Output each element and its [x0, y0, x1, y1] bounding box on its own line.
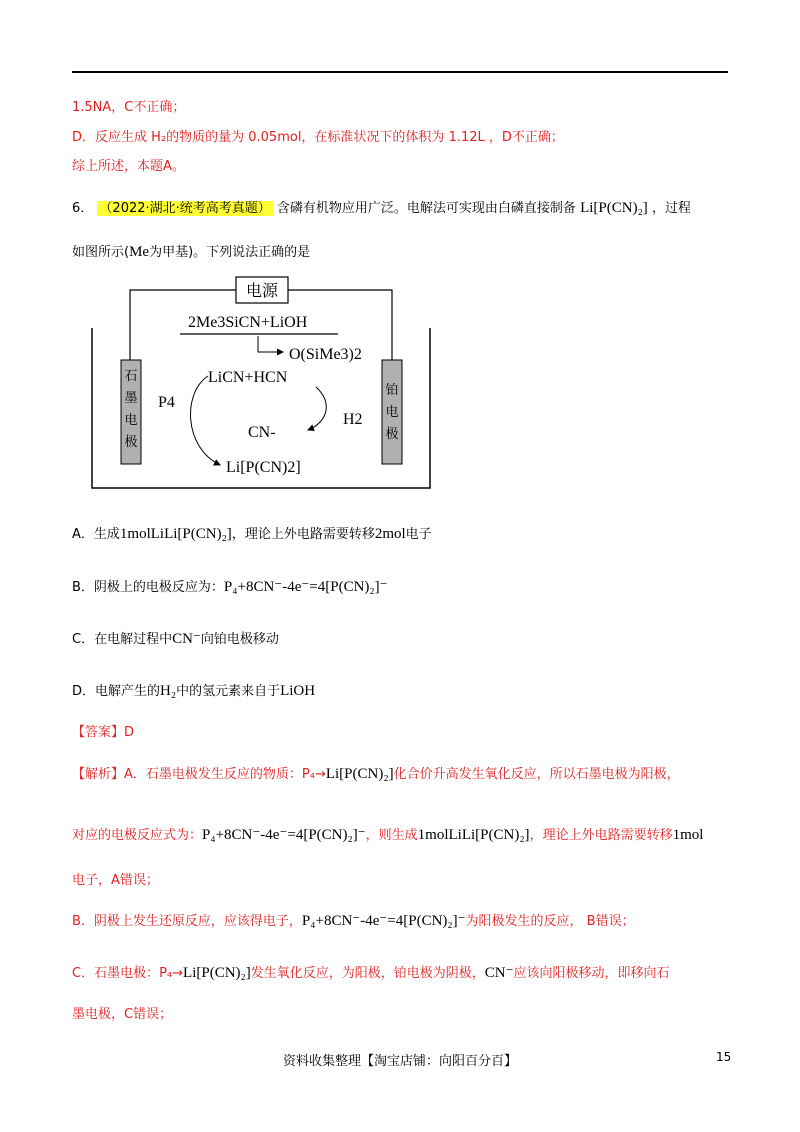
h2-label: H2	[343, 411, 363, 428]
product-label: Li[P(CN)2]	[226, 459, 301, 476]
page-number: 15	[716, 1050, 732, 1064]
question-stem: 6． （2022·湖北·统考高考真题） 含磷有机物应用广泛。电解法可实现由白磷直接制备 Li[P(CN)₂] ，过程	[72, 200, 691, 216]
question-source: （2022·湖北·统考高考真题）	[99, 201, 271, 216]
byproduct-label: O(SiMe3)2	[289, 346, 362, 363]
header-rule	[72, 71, 728, 73]
option-b: B．阴极上的电极反应为：P₄+8CN⁻-4e⁻=4[P(CN)₂]⁻	[72, 579, 388, 595]
option-d: D．电解产生的H₂中的氢元素来自于LiOH	[72, 683, 316, 699]
p4-label: P4	[158, 394, 175, 411]
svg-text:极: 极	[385, 427, 399, 442]
reactants-label: 2Me3SiCN+LiOH	[188, 314, 308, 331]
svg-text:极: 极	[124, 435, 138, 450]
intermediate-label: LiCN+HCN	[208, 369, 288, 386]
svg-text:石: 石	[124, 369, 138, 384]
electrolysis-diagram	[88, 272, 434, 490]
analysis-line: 对应的电极反应式为：P₄+8CN⁻-4e⁻=4[P(CN)₂]⁻，则生成1molLiLi[P(CN)₂]，理论上外电路需要转移1mol	[72, 827, 704, 843]
answer: 【答案】D	[72, 725, 135, 740]
analysis-line: B．阴极上发生还原反应，应该得电子，P₄+8CN⁻-4e⁻=4[P(CN)₂]⁻为阳极发生的反应， B错误；	[72, 913, 635, 929]
svg-text:电: 电	[124, 413, 138, 428]
analysis-line: C．石墨电极：P₄→Li[P(CN)₂]发生氧化反应，为阳极，铂电极为阴极，CN⁻应该向阳极移动，即移向石	[72, 965, 670, 981]
text-line: D．反应生成 H₂的物质的量为 0.05mol，在标准状况下的体积为 1.12L ，D不正确；	[72, 130, 564, 145]
analysis-line: 墨电极，C错误；	[72, 1007, 173, 1022]
svg-text:铂: 铂	[385, 383, 399, 398]
analysis-line: 电子，A错误；	[72, 873, 159, 888]
text-line: 综上所述，本题A。	[72, 159, 185, 174]
option-c: C．在电解过程中CN⁻向铂电极移动	[72, 631, 279, 647]
power-label: 电源	[245, 281, 279, 300]
text-line: 1.5NA，C不正确；	[72, 100, 186, 115]
footer-text: 资料收集整理【淘宝店铺：向阳百分百】	[282, 1054, 517, 1069]
option-a: A．生成1molLiLi[P(CN)₂]，理论上外电路需要转移2mol电子	[72, 526, 432, 542]
svg-text:电: 电	[385, 405, 399, 420]
svg-text:墨: 墨	[124, 391, 138, 406]
analysis-line: 【解析】A．石墨电极发生反应的物质：P₄→Li[P(CN)₂]化合价升高发生氧化反应，所以石墨电极为阳极，	[72, 766, 680, 782]
formula: Li[P(CN)₂]	[580, 200, 648, 216]
cn-label: CN-	[248, 424, 276, 441]
question-stem-2: 如图所示(Me为甲基)。下列说法正确的是	[72, 244, 311, 260]
